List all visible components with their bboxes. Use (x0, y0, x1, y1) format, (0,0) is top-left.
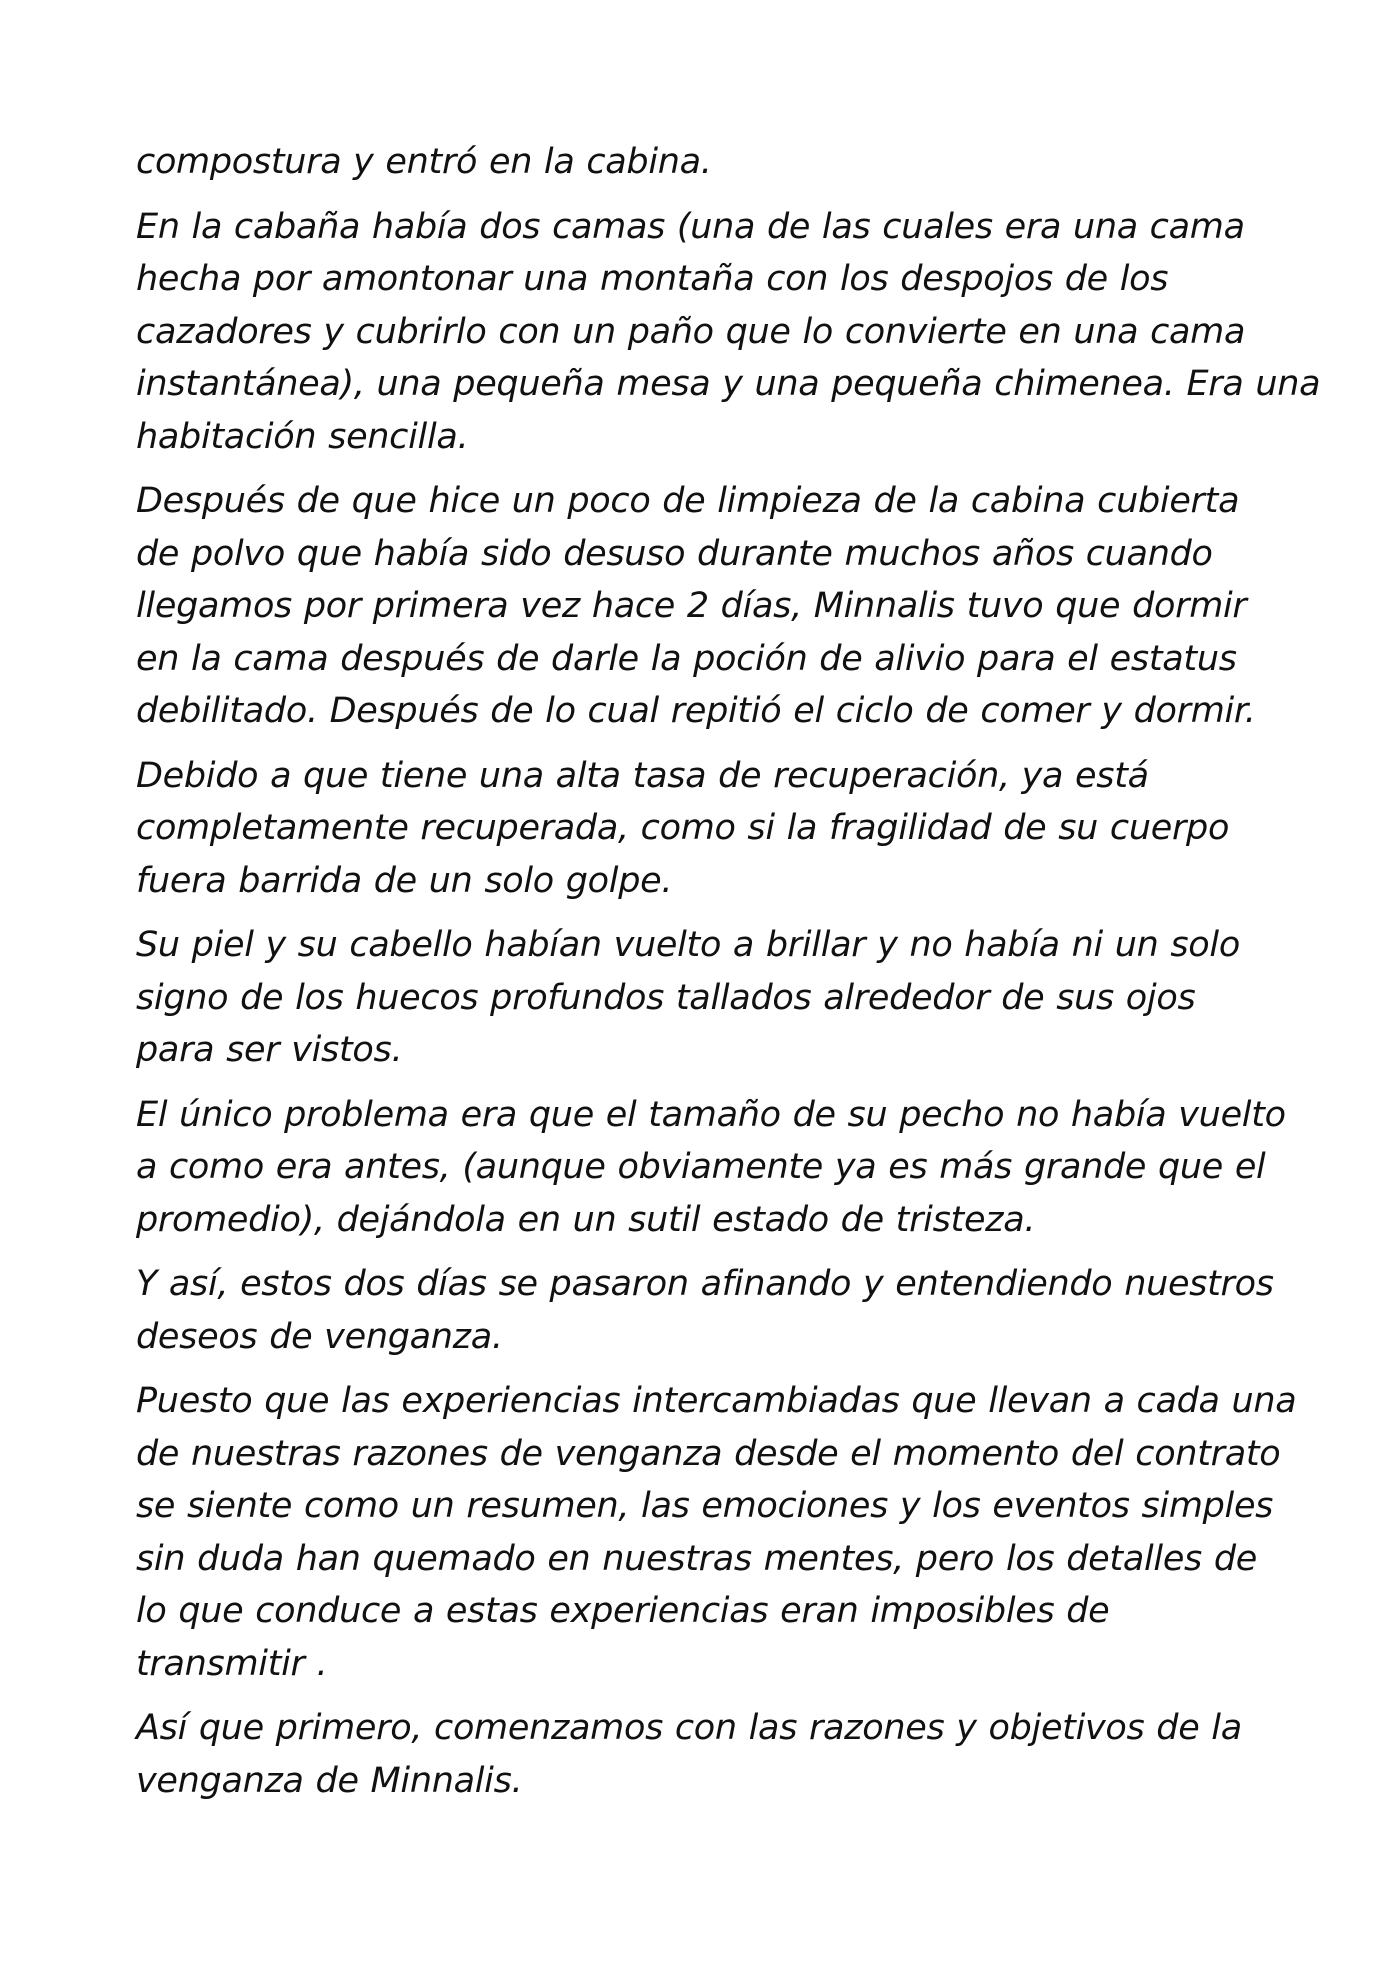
text-line: habitación sencilla. (136, 416, 469, 457)
text-line: Su piel y su cabello habían vuelto a brillar y no había ni un solo (136, 925, 1240, 965)
text-line: de nuestras razones de venganza desde el momento del contrato (136, 1433, 1281, 1474)
text-line: llegamos por primera vez hace 2 días, Minnalis tuvo que dormir (136, 586, 1247, 626)
text-line: sin duda han quemado en nuestras mentes, pero los detalles de (136, 1538, 1257, 1579)
text-line: cazadores y cubrirlo con un paño que lo convierte en una cama (136, 311, 1246, 352)
text-line: debilitado. Después de lo cual repitió el ciclo de comer y dormir. (136, 691, 1256, 731)
text-line: completamente recuperada, como si la fragilidad de su cuerpo (136, 808, 1230, 848)
paragraph (136, 136, 1276, 189)
paragraph (136, 475, 1276, 738)
text-line: hecha por amontonar una montaña con los despojos de los (136, 259, 1169, 299)
paragraph (136, 1258, 1276, 1363)
text-line: En la cabaña había dos camas (una de las cuales era una cama (136, 206, 1245, 247)
text-line: instantánea), una pequeña mesa y una pequeña chimenea. Era una (136, 364, 1321, 404)
document-body (136, 136, 1321, 1819)
paragraph (136, 1375, 1297, 1690)
text-line: compostura y entró en la cabina. (136, 142, 712, 182)
text-line: en la cama después de darle la poción de alivio para el estatus (136, 638, 1237, 679)
text-line: signo de los huecos profundos tallados alrededor de sus ojos (136, 977, 1196, 1018)
text-line: Puesto que las experiencias intercambiadas que llevan a cada una (136, 1381, 1297, 1421)
text-line: para ser vistos. (136, 1030, 403, 1070)
text-line: Después de que hice un poco de limpieza de la cabina cubierta (136, 481, 1240, 521)
text-line: El único problema era que el tamaño de su pecho no había vuelto (136, 1094, 1286, 1135)
text-line: Y así, estos dos días se pasaron afinando y entendiendo nuestros (136, 1264, 1274, 1304)
paragraph (136, 1702, 1276, 1807)
text-line: de polvo que había sido desuso durante muchos años cuando (136, 533, 1213, 574)
paragraph (136, 1089, 1286, 1247)
paragraph (136, 919, 1276, 1077)
paragraph (136, 750, 1276, 908)
text-line: transmitir . (136, 1643, 328, 1684)
text-line: se siente como un resumen, las emociones y los eventos simples (136, 1486, 1274, 1526)
text-line: venganza de Minnalis. (136, 1760, 523, 1801)
text-line: deseos de venganza. (136, 1316, 503, 1357)
text-line: a como era antes, (aunque obviamente ya es más grande que el (136, 1147, 1266, 1187)
text-line: fuera barrida de un solo golpe. (136, 860, 673, 901)
text-line: lo que conduce a estas experiencias eran imposibles de (136, 1591, 1110, 1631)
text-line: Así que primero, comenzamos con las razones y objetivos de la (136, 1708, 1242, 1748)
text-line: promedio), dejándola en un sutil estado de tristeza. (136, 1199, 1036, 1240)
text-line: Debido a que tiene una alta tasa de recuperación, ya está (136, 755, 1149, 796)
paragraph (136, 201, 1321, 464)
